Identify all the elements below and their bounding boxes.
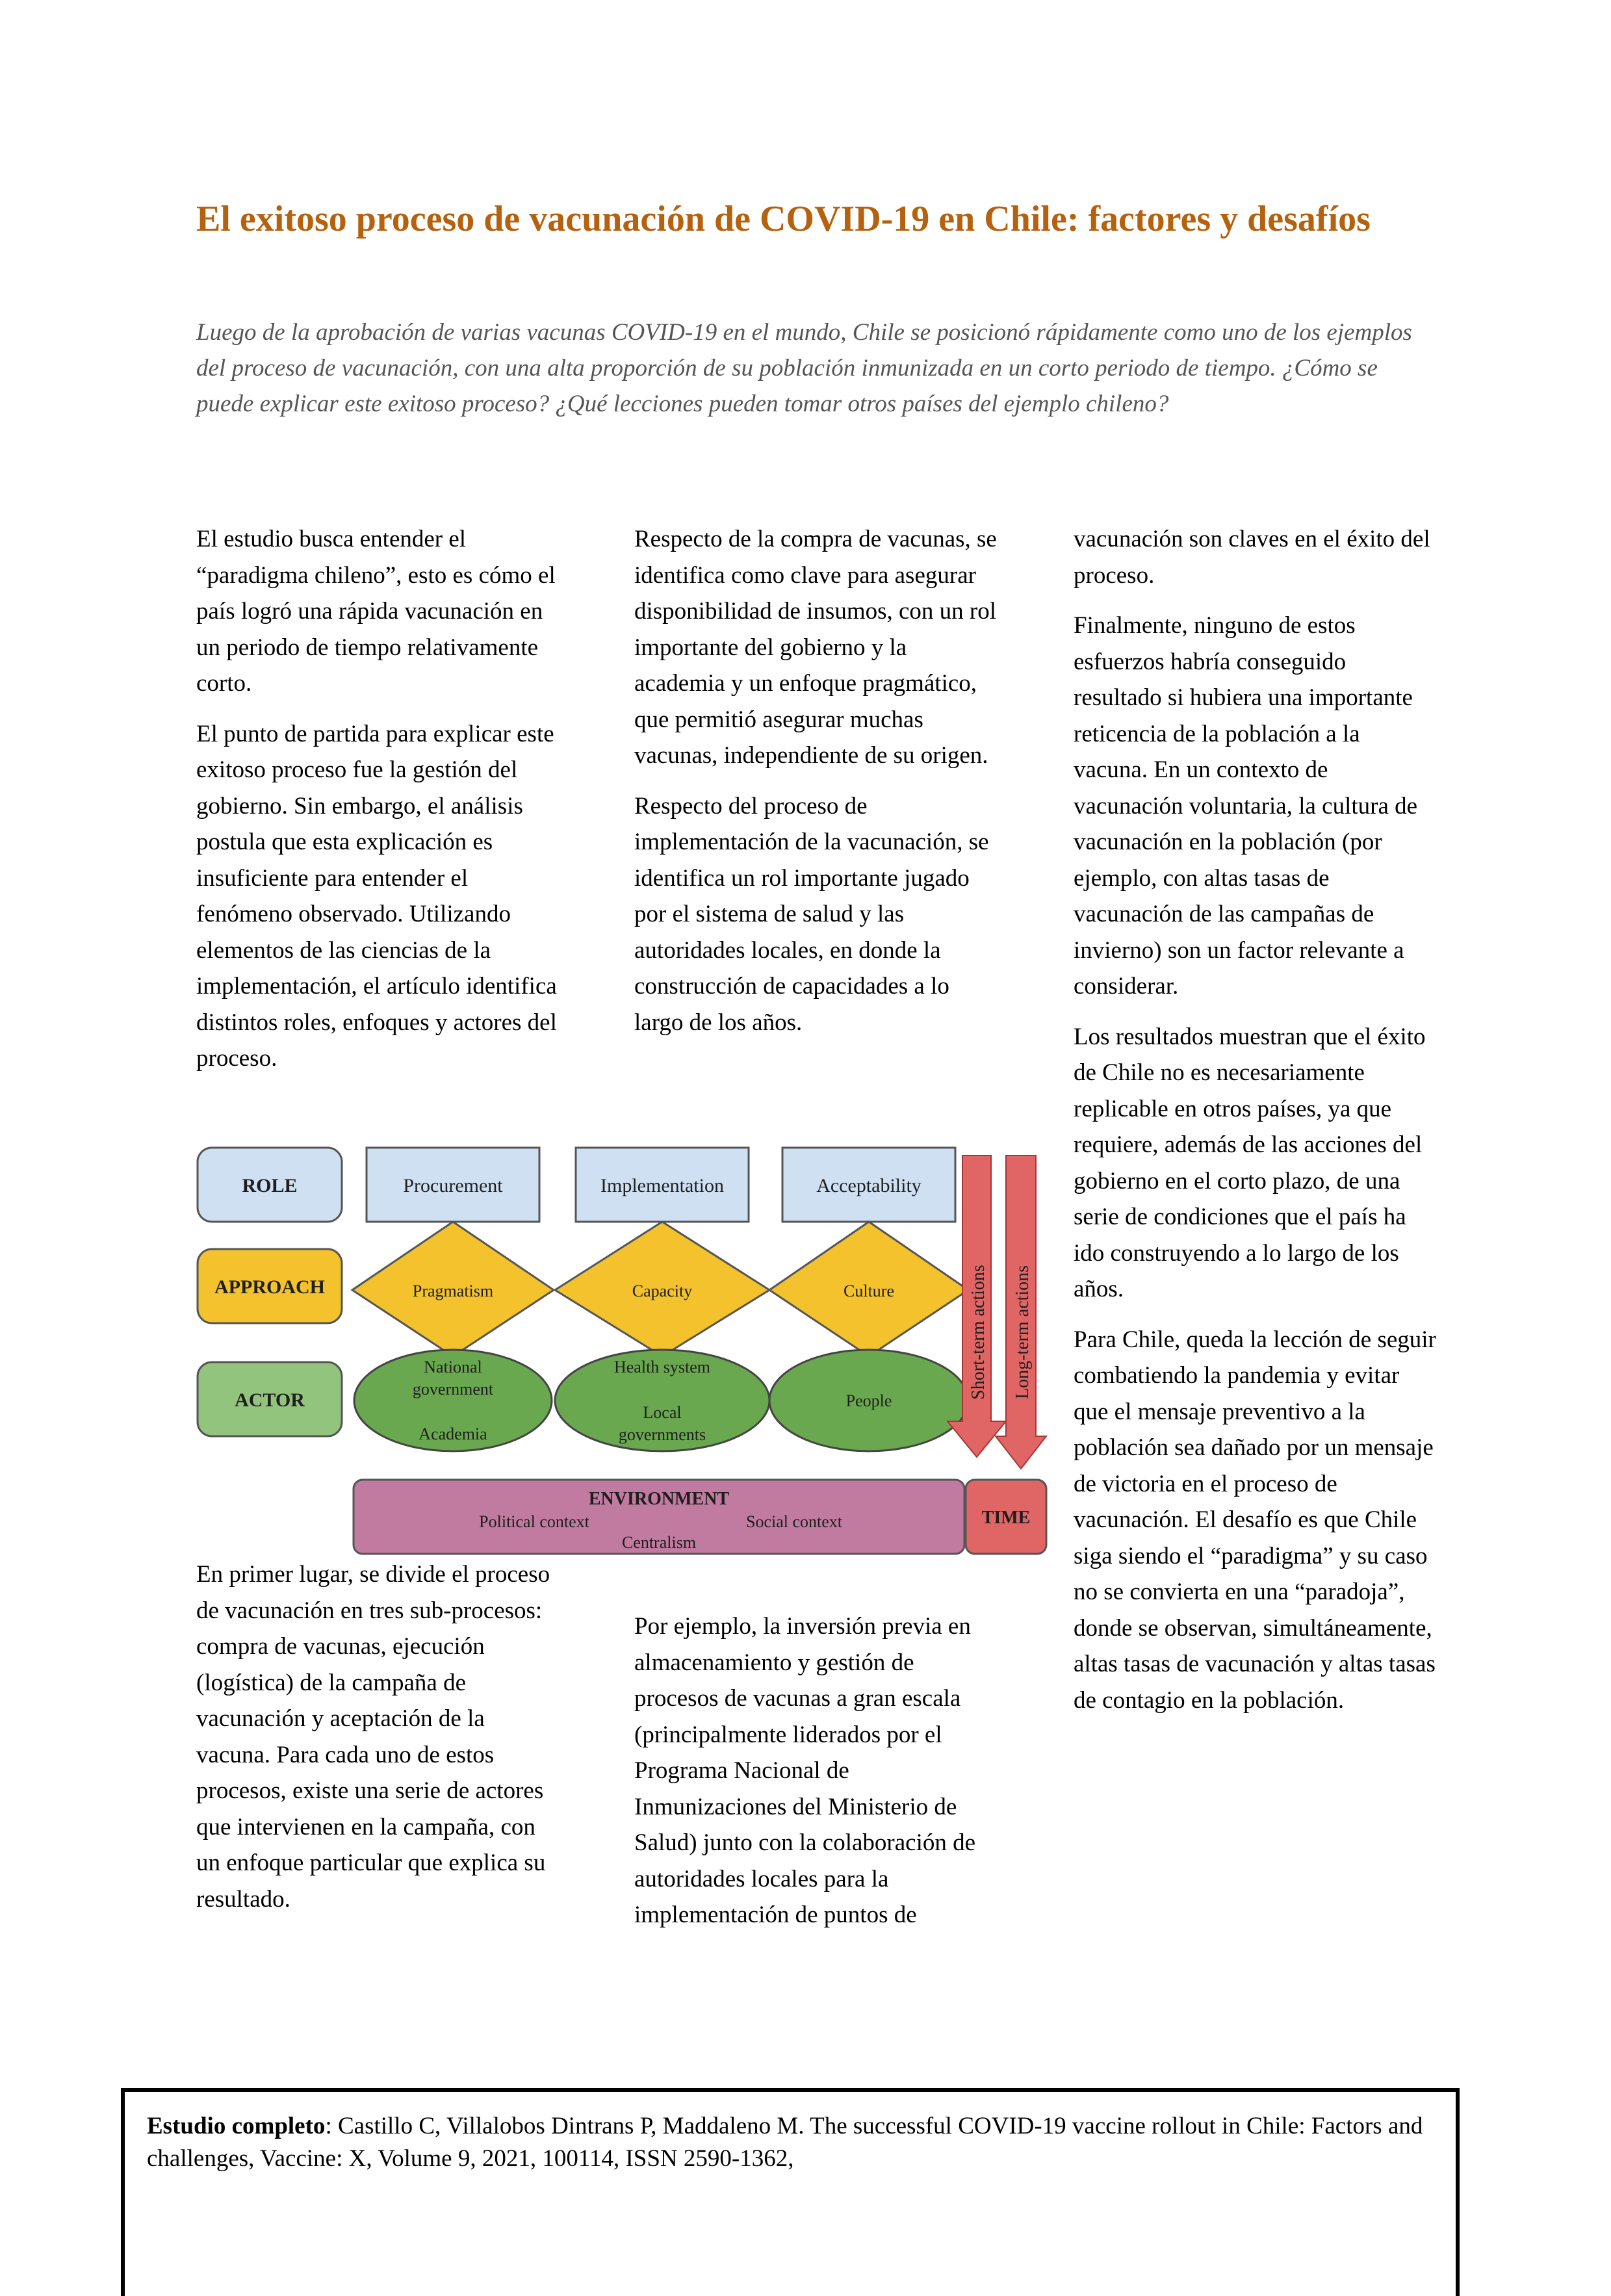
- paragraph: El punto de partida para explicar este exitoso proceso fue la gestión del gobierno. Sin embargo, el análisis postula que esta explicación es insuficiente para entender el fenómeno observado. Utilizando elementos de las ciencias de la implementación, el artículo identifica distintos roles, enfoques y actores del proceso.: [196, 720, 557, 1072]
- role-label: Implementation: [600, 1175, 724, 1196]
- actor-label: National: [424, 1358, 482, 1376]
- approach-label: Culture: [844, 1282, 894, 1300]
- time-box: [966, 1480, 1046, 1554]
- role-label: Procurement: [403, 1175, 503, 1196]
- row-label-role: [198, 1148, 342, 1222]
- paragraph: El estudio busca entender el “paradigma chileno”, esto es cómo el país logró una rápida vacunación en un periodo de tiempo relativamente corto.: [196, 526, 556, 697]
- row-label-role-text: ROLE: [242, 1175, 298, 1196]
- column-3: [1074, 521, 1437, 1733]
- approach-diamond: [352, 1222, 554, 1356]
- actor-label: governments: [618, 1425, 706, 1444]
- article-lead: Luego de la aprobación de varias vacunas COVID-19 en el mundo, Chile se posicionó rápidamente como uno de los ejemplos del proceso de vacunación, con una alta proporción de su población inmunizada en un corto periodo de tiempo. ¿Cómo se puede explicar este exitoso proceso? ¿Qué lecciones pueden tomar otros países del ejemplo chileno?: [196, 319, 1412, 417]
- actor-ellipse: [354, 1350, 552, 1451]
- citation-box: [121, 2088, 1460, 2296]
- row-label-approach-text: APPROACH: [214, 1276, 325, 1298]
- role-box: [367, 1148, 539, 1222]
- environment-political: Political context: [479, 1512, 589, 1531]
- environment-social: Social context: [745, 1512, 843, 1531]
- article-title: El exitoso proceso de vacunación de COVID-19 en Chile: factores y desafíos: [196, 199, 1371, 239]
- actor-label: government: [412, 1380, 494, 1399]
- environment-title: ENVIRONMENT: [588, 1489, 730, 1509]
- short-term-label: Short-term actions: [968, 1265, 988, 1400]
- paragraph: Los resultados muestran que el éxito de Chile no es necesariamente replicable en otros países, ya que requiere, además de las acciones del gobierno en el corto plazo, de una serie de condiciones que el país ha ido construyendo a lo largo de los años.: [1074, 1023, 1426, 1302]
- citation-body: : Castillo C, Villalobos Dintrans P, Maddaleno M. The successful COVID-19 vaccine rollout in Chile: Factors and challenges, Vaccine: X, Volume 9, 2021, 100114, ISSN 2590-1362,: [147, 2113, 1423, 2172]
- paragraph: Respecto del proceso de implementación de la vacunación, se identifica un rol importante jugado por el sistema de salud y las autoridades locales, en donde la construcción de capacidades a lo largo de los años.: [634, 792, 989, 1036]
- role-box: [576, 1148, 749, 1222]
- time-label: TIME: [981, 1508, 1031, 1528]
- framework-diagram: [190, 1137, 1049, 1560]
- actor-ellipse: [555, 1350, 769, 1451]
- long-term-label: Long-term actions: [1012, 1265, 1033, 1400]
- approach-label: Pragmatism: [412, 1282, 494, 1300]
- actor-label: Health system: [613, 1358, 711, 1376]
- paragraph: En primer lugar, se divide el proceso de vacunación en tres sub-procesos: compra de vacunas, ejecución (logística) de la campaña de vacunación y aceptación de la vacuna. Para cada uno de estos procesos, existe una serie de actores que intervienen en la campaña, con un enfoque particular que explica su resultado.: [196, 1561, 550, 1913]
- approach-diamond: [769, 1222, 968, 1356]
- actor-label: Academia: [419, 1425, 487, 1443]
- role-box: [782, 1148, 955, 1222]
- actor-label: Local: [643, 1403, 682, 1422]
- column-1-top: [196, 521, 560, 1091]
- citation-label: Estudio completo: [147, 2113, 326, 2139]
- approach-label: Capacity: [632, 1282, 693, 1300]
- environment-centralism: Centralism: [621, 1533, 697, 1552]
- column-1-bottom: [196, 1556, 560, 1931]
- paragraph: Finalmente, ninguno de estos esfuerzos habría conseguido resultado si hubiera una importante reticencia de la población a la vacuna. En un contexto de vacunación voluntaria, la cultura de vacunación en la población (por ejemplo, con altas tasas de vacunación de las campañas de invierno) son un factor relevante a considerar.: [1074, 612, 1418, 1000]
- role-label: Acceptability: [816, 1175, 921, 1196]
- paragraph: Respecto de la compra de vacunas, se identifica como clave para asegurar disponibilidad de insumos, con un rol importante del gobierno y la academia y un enfoque pragmático, que permitió asegurar muchas vacunas, independiente de su origen.: [634, 526, 997, 769]
- actor-label: People: [845, 1391, 892, 1410]
- column-2-bottom: [634, 1608, 998, 1948]
- column-2-top: [634, 521, 998, 1055]
- citation-text: [147, 2110, 1447, 2175]
- paragraph: Por ejemplo, la inversión previa en almacenamiento y gestión de procesos de vacunas a gran escala (principalmente liderados por el Programa Nacional de Inmunizaciones del Ministerio de Salud) junto con la colaboración de autoridades locales para la implementación de puntos de: [634, 1613, 976, 1928]
- approach-diamond: [555, 1222, 769, 1356]
- row-label-approach: [198, 1249, 342, 1323]
- row-label-actor: [198, 1362, 342, 1436]
- paragraph: vacunación son claves en el éxito del proceso.: [1074, 526, 1430, 589]
- row-label-actor-text: ACTOR: [235, 1389, 305, 1411]
- paragraph: Para Chile, queda la lección de seguir combatiendo la pandemia y evitar que el mensaje preventivo a la población sea dañado por un mensaje de victoria en el proceso de vacunación. El desafío es que Chile siga siendo el “paradigma” y su caso no se convierta en una “paradoja”, donde se observan, simultáneamente, altas tasas de vacunación y altas tasas de contagio en la población.: [1074, 1326, 1436, 1714]
- environment-box: [354, 1480, 964, 1554]
- actor-ellipse: [769, 1350, 968, 1451]
